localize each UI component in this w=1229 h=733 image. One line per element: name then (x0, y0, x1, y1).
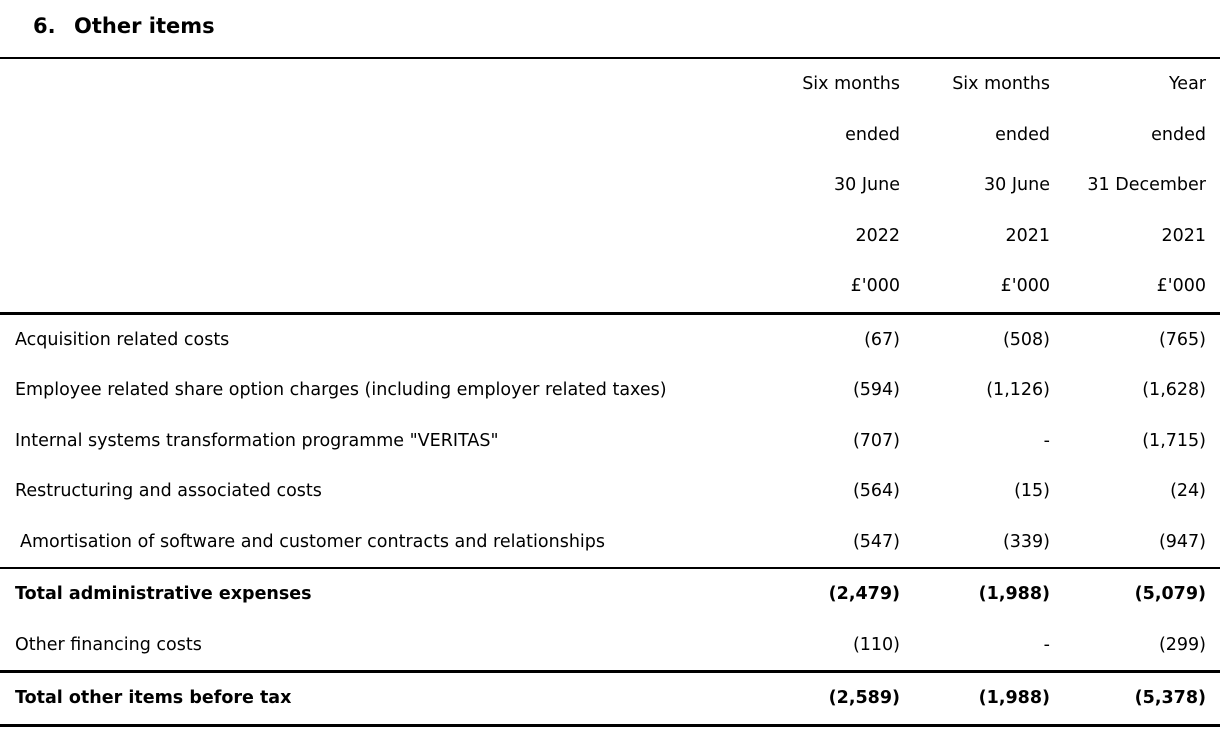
value-2021-year: (5,079) (1134, 584, 1206, 604)
section-number: 6. (33, 14, 56, 38)
col-2022-period: Six months (802, 74, 900, 94)
col-2021h-year: 2021 (1005, 225, 1050, 246)
value-2021-half: (1,988) (978, 584, 1050, 604)
col-2021y-year: 2021 (1161, 225, 1206, 246)
row-label: Other financing costs (0, 620, 760, 672)
header-label-cell (0, 261, 760, 313)
header-row-ended (0, 110, 1220, 161)
col-2022-year: 2022 (855, 225, 900, 246)
row-acquisition-costs (0, 313, 1220, 365)
value-2022: (110) (760, 620, 910, 672)
header-label-cell (0, 58, 760, 110)
other-items-table (0, 57, 1220, 727)
value-2021-half: - (1043, 430, 1050, 451)
header-row-year (0, 211, 1220, 262)
row-total-other-items (0, 672, 1220, 726)
value-2021-half: (508) (1002, 329, 1050, 350)
value-2021-year: (5,378) (1060, 672, 1220, 726)
value-2022: (547) (760, 517, 910, 569)
row-other-financing-costs (0, 620, 1220, 672)
value-2021-year: (24) (1170, 481, 1206, 501)
section-title: Other items (74, 14, 215, 38)
row-label: Restructuring and associated costs (15, 481, 322, 501)
row-label: Internal systems transformation programme "VERITAS" (15, 430, 499, 451)
col-2021h-date: 30 June (984, 175, 1050, 195)
header-label-cell (0, 211, 760, 262)
value-2022: (2,589) (760, 672, 910, 726)
header-row-date (0, 160, 1220, 211)
row-amortisation (0, 517, 1220, 569)
value-2022: (564) (852, 481, 900, 501)
col-2021y-date: 31 December (1087, 175, 1206, 195)
value-2021-year: (1,715) (1142, 430, 1206, 451)
value-2021-half: - (910, 620, 1060, 672)
row-label: Employee related share option charges (including employer related taxes) (15, 380, 667, 400)
value-2022: (707) (852, 430, 900, 451)
row-restructuring-costs (0, 466, 1220, 517)
row-veritas-programme (0, 416, 1220, 467)
header-row-unit (0, 261, 1220, 313)
row-label: Acquisition related costs (15, 329, 230, 350)
value-2022: (67) (864, 329, 900, 350)
value-2021-year: (765) (1158, 329, 1206, 350)
col-2021y-unit: £'000 (1060, 261, 1220, 313)
value-2021-year: (299) (1060, 620, 1220, 672)
value-2021-year: (1,628) (1142, 380, 1206, 400)
value-2022: (2,479) (828, 584, 900, 604)
row-share-option-charges (0, 365, 1220, 416)
value-2021-half: (339) (910, 517, 1060, 569)
value-2021-half: (1,126) (986, 380, 1050, 400)
header-label-cell (0, 160, 760, 211)
header-label-cell (0, 110, 760, 161)
col-2022-date: 30 June (834, 175, 900, 195)
row-label: Amortisation of software and customer contracts and relationships (0, 517, 760, 569)
row-label: Total administrative expenses (15, 584, 312, 604)
value-2022: (594) (852, 380, 900, 400)
col-2022-unit: £'000 (760, 261, 910, 313)
col-2021y-period: Year (1168, 74, 1206, 94)
col-2021h-unit: £'000 (910, 261, 1060, 313)
value-2021-half: (15) (1014, 481, 1050, 501)
section-heading (33, 12, 215, 40)
col-2021h-period: Six months (952, 74, 1050, 94)
col-2022-ended: ended (845, 124, 900, 145)
col-2021y-ended: ended (1151, 124, 1206, 145)
header-row-period (0, 58, 1220, 110)
row-total-admin-expenses (0, 568, 1220, 620)
value-2021-half: (1,988) (910, 672, 1060, 726)
row-label: Total other items before tax (0, 672, 760, 726)
col-2021h-ended: ended (995, 124, 1050, 145)
value-2021-year: (947) (1060, 517, 1220, 569)
